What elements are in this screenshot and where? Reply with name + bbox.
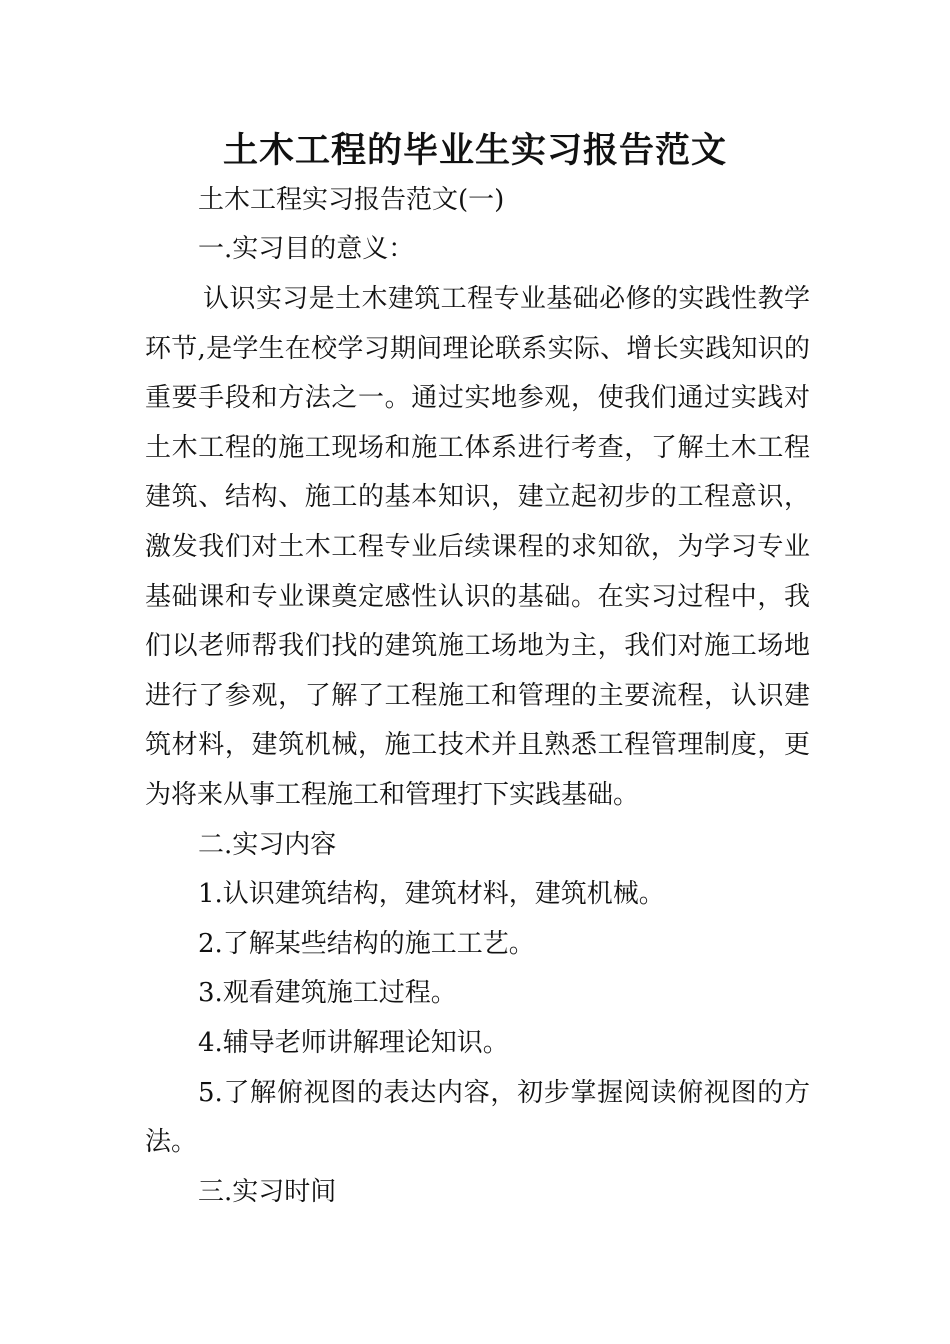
list-item: 4.辅导老师讲解理论知识。	[198, 1028, 509, 1058]
paragraph-line: 筑材料，建筑机械，施工技术并且熟悉工程管理制度，更	[145, 730, 810, 760]
document-title: 土木工程的毕业生实习报告范文	[222, 131, 727, 171]
list-item: 2.了解某些结构的施工工艺。	[198, 929, 535, 959]
list-item-continuation: 法。	[145, 1127, 198, 1157]
list-item: 5.了解俯视图的表达内容，初步掌握阅读俯视图的方	[198, 1078, 810, 1108]
paragraph-line: 激发我们对土木工程专业后续课程的求知欲，为学习专业	[145, 532, 810, 562]
section-heading-purpose: 一.实习目的意义：	[198, 234, 415, 264]
section-heading-time: 三.实习时间	[198, 1177, 337, 1207]
paragraph-line: 们以老师帮我们找的建筑施工场地为主，我们对施工场地	[145, 631, 810, 661]
paragraph-line: 建筑、结构、施工的基本知识，建立起初步的工程意识，	[145, 482, 810, 512]
paragraph-line: 进行了参观，了解了工程施工和管理的主要流程，认识建	[145, 681, 810, 711]
paragraph-line: 为将来从事工程施工和管理打下实践基础。	[145, 780, 640, 810]
list-item: 3.观看建筑施工过程。	[198, 978, 457, 1008]
section-heading-content: 二.实习内容	[198, 830, 337, 860]
paragraph-line: 认识实习是土木建筑工程专业基础必修的实践性教学	[203, 284, 810, 314]
paragraph-line: 基础课和专业课奠定感性认识的基础。在实习过程中，我	[145, 582, 810, 612]
list-item: 1.认识建筑结构，建筑材料，建筑机械。	[198, 879, 665, 909]
paragraph-line: 重要手段和方法之一。通过实地参观，使我们通过实践对	[145, 383, 810, 413]
paragraph-line: 环节,是学生在校学习期间理论联系实际、增长实践知识的	[145, 334, 810, 364]
paragraph-line: 土木工程的施工现场和施工体系进行考查，了解土木工程	[145, 433, 810, 463]
document-subtitle: 土木工程实习报告范文(一)	[198, 185, 505, 215]
